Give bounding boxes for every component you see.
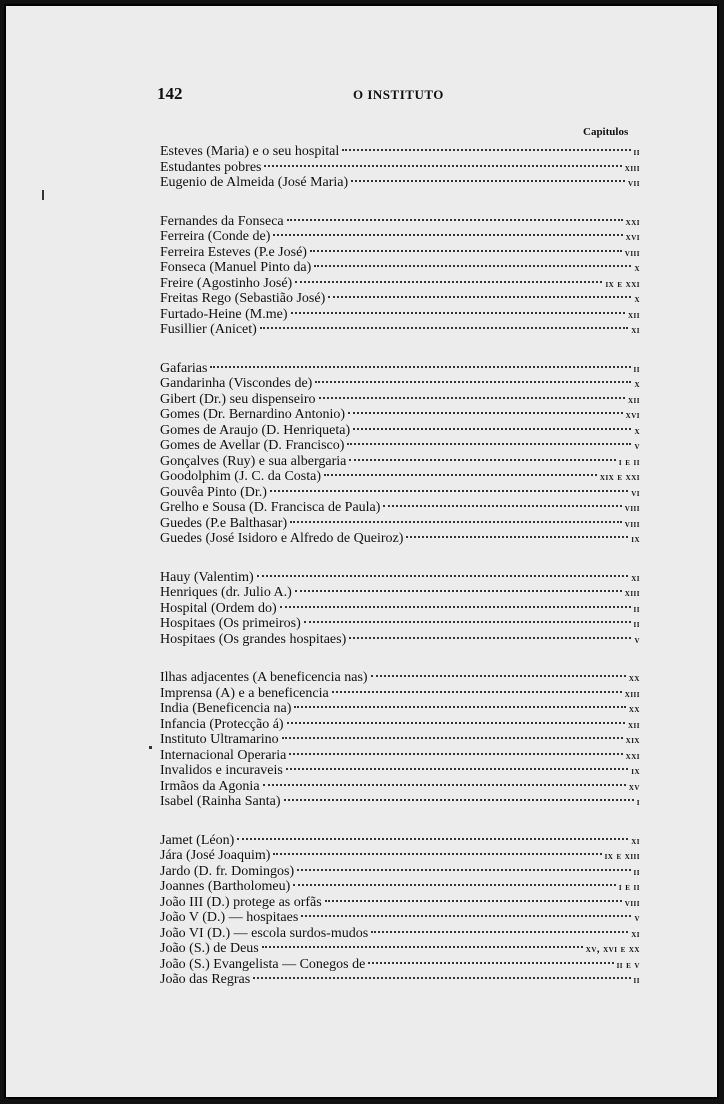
index-term: João das Regras [160, 972, 251, 987]
chapter-reference: v [634, 441, 640, 452]
chapter-reference: i e ii [618, 882, 640, 893]
dot-leader [287, 219, 623, 221]
dot-leader [348, 412, 623, 414]
chapter-reference: xi [631, 928, 640, 940]
dot-leader [262, 946, 583, 948]
dot-leader [314, 265, 631, 267]
dot-leader [347, 443, 631, 445]
index-term: Gouvêa Pinto (Dr.) [160, 484, 267, 500]
dot-leader [260, 327, 628, 329]
chapter-reference: v [634, 634, 640, 646]
dot-leader [349, 637, 631, 639]
index-letter-group [160, 670, 640, 810]
index-entry [160, 670, 640, 686]
dot-leader [319, 397, 625, 399]
dot-leader [293, 884, 616, 886]
dot-leader [353, 428, 631, 430]
chapter-reference: xxi [625, 750, 640, 762]
chapter-reference: vii [627, 178, 640, 189]
dot-leader [368, 962, 613, 964]
index-entry [160, 717, 640, 733]
dot-leader [325, 900, 622, 902]
chapter-reference: xi [631, 835, 640, 847]
index-letter-group [160, 570, 640, 648]
dot-leader [286, 768, 628, 770]
chapter-reference: x [634, 263, 640, 274]
index-term: Ferreira Esteves (P.e José) [160, 244, 307, 260]
chapter-reference: xix e xxi [599, 472, 640, 483]
index-entry [160, 291, 640, 307]
page-header [157, 84, 637, 106]
index-entry [160, 245, 640, 261]
dot-leader [295, 281, 602, 283]
dot-leader [371, 675, 626, 677]
index-term: Gonçalves (Ruy) e sua albergaria [160, 453, 347, 469]
chapter-reference: xii [627, 394, 640, 406]
index-term: Esteves (Maria) e o seu hospital [160, 144, 340, 159]
index-entry [160, 701, 640, 717]
index-term: Hospital (Ordem do) [160, 600, 277, 616]
dot-leader [342, 149, 630, 151]
index-term: Gandarinha (Viscondes de) [160, 376, 313, 391]
chapter-reference: ix e xxi [605, 278, 640, 290]
index-list [160, 144, 640, 1011]
running-head: O INSTITUTO [353, 87, 444, 102]
dot-leader [295, 590, 622, 592]
chapter-reference: ix e xiii [604, 851, 640, 862]
dot-leader [332, 691, 622, 693]
index-term: Ilhas adjacentes (A beneficencia nas) [160, 670, 368, 685]
index-term: Furtado-Heine (M.me) [160, 306, 288, 322]
chapter-reference: i [636, 797, 640, 808]
index-term: João (S.) Evangelista — Conegos de [160, 956, 366, 972]
dot-leader [310, 250, 622, 252]
index-entry [160, 864, 640, 880]
index-term: Hospitaes (Os grandes hospitaes) [160, 631, 347, 647]
chapter-reference: ii [633, 363, 640, 375]
dot-leader [304, 621, 631, 623]
index-term: João III (D.) protege as orfãs [160, 894, 322, 910]
dot-leader [349, 459, 616, 461]
index-entry [160, 160, 640, 176]
index-entry [160, 485, 640, 501]
index-term: João V (D.) — hospitaes [160, 910, 299, 925]
index-term: Internacional Operaria [160, 747, 287, 763]
index-entry [160, 392, 640, 408]
index-entry [160, 833, 640, 849]
chapter-reference: xxi [625, 216, 640, 228]
index-entry [160, 926, 640, 942]
chapter-reference: xv [628, 781, 640, 793]
chapter-reference: ii [633, 866, 640, 878]
index-term: Guedes (José Isidoro e Alfredo de Queiroz) [160, 531, 404, 546]
index-term: Gomes de Araujo (D. Henriqueta) [160, 422, 351, 438]
dot-leader [406, 536, 628, 538]
index-term: Eugenio de Almeida (José Maria) [160, 175, 349, 190]
index-term: Freire (Agostinho José) [160, 275, 293, 291]
index-term: Estudantes pobres [160, 159, 262, 175]
dot-leader [294, 706, 626, 708]
index-term: Jardo (D. fr. Domingos) [160, 863, 295, 879]
dot-leader [290, 521, 622, 523]
index-term: Irmãos da Agonia [160, 778, 260, 794]
chapter-reference: xx [628, 673, 640, 684]
index-term: Ferreira (Conde de) [160, 229, 271, 244]
index-entry [160, 454, 640, 470]
chapter-reference: xvi [625, 232, 640, 243]
chapter-reference: ix [631, 766, 640, 777]
page-number: 142 [157, 84, 183, 103]
index-entry [160, 686, 640, 702]
index-term: Fernandes da Fonseca [160, 213, 284, 229]
chapter-reference: xii [627, 309, 640, 321]
index-entry [160, 910, 640, 926]
index-term: Fusillier (Anicet) [160, 322, 257, 337]
index-entry [160, 307, 640, 323]
index-term: Guedes (P.e Balthasar) [160, 515, 288, 531]
index-letter-group [160, 361, 640, 547]
dot-leader [270, 490, 628, 492]
index-term: João (S.) de Deus [160, 941, 259, 956]
index-term: Instituto Ultramarino [160, 732, 279, 747]
chapter-reference: viii [624, 247, 640, 259]
margin-mark [149, 746, 152, 749]
index-entry [160, 972, 640, 988]
dot-leader [291, 312, 625, 314]
dot-leader [371, 931, 628, 933]
index-entry [160, 144, 640, 160]
index-entry [160, 895, 640, 911]
index-entry [160, 585, 640, 601]
dot-leader [297, 869, 630, 871]
index-entry [160, 570, 640, 586]
dot-leader [383, 505, 621, 507]
index-term: India (Beneficencia na) [160, 701, 292, 716]
index-term: Hospitaes (Os primeiros) [160, 616, 301, 631]
index-entry [160, 601, 640, 617]
chapter-reference: i e ii [618, 456, 640, 468]
index-term: Freitas Rego (Sebastião José) [160, 291, 326, 306]
dot-leader [237, 838, 628, 840]
index-term: Grelho e Sousa (D. Francisca de Paula) [160, 500, 381, 515]
chapter-reference: xix [625, 735, 640, 746]
dot-leader [351, 180, 625, 182]
chapter-reference: viii [624, 518, 640, 530]
index-term: Gibert (Dr.) seu dispenseiro [160, 391, 316, 407]
index-term: Henriques (dr. Julio A.) [160, 585, 292, 600]
index-entry [160, 361, 640, 377]
chapter-reference: viii [624, 503, 640, 514]
chapter-reference: x [634, 425, 640, 437]
chapter-reference: x [634, 379, 640, 390]
index-entry [160, 322, 640, 338]
index-entry [160, 500, 640, 516]
index-entry [160, 229, 640, 245]
index-term: Gafarias [160, 360, 208, 376]
dot-leader [257, 575, 629, 577]
chapter-reference: viii [624, 897, 640, 909]
chapter-reference: x [634, 294, 640, 305]
index-term: Jára (José Joaquim) [160, 848, 271, 863]
index-term: Hauy (Valentim) [160, 569, 254, 585]
chapter-reference: xiii [624, 688, 640, 700]
index-entry [160, 516, 640, 532]
dot-leader [289, 753, 622, 755]
dot-leader [210, 366, 630, 368]
index-entry [160, 616, 640, 632]
index-term: Invalidos e incuraveis [160, 763, 283, 778]
index-entry [160, 779, 640, 795]
dot-leader [284, 799, 634, 801]
chapter-reference: ii [633, 975, 640, 986]
index-entry [160, 438, 640, 454]
dot-leader [273, 234, 622, 236]
dot-leader [301, 915, 631, 917]
index-entry [160, 407, 640, 423]
dot-leader [280, 606, 631, 608]
index-entry [160, 260, 640, 276]
chapter-reference: ii e v [616, 959, 640, 971]
chapter-reference: ix [631, 534, 640, 545]
index-entry [160, 632, 640, 648]
index-entry [160, 848, 640, 864]
index-entry [160, 276, 640, 292]
index-entry [160, 732, 640, 748]
index-entry [160, 763, 640, 779]
index-entry [160, 531, 640, 547]
dot-leader [263, 784, 626, 786]
chapter-reference: ii [633, 147, 640, 158]
chapter-reference: xiii [624, 162, 640, 174]
index-term: Goodolphim (J. C. da Costa) [160, 469, 321, 484]
chapters-column-header: Capitulos [583, 126, 629, 138]
chapter-reference: xiii [624, 588, 640, 599]
dot-leader [282, 737, 623, 739]
dot-leader [287, 722, 625, 724]
index-entry [160, 469, 640, 485]
chapter-reference: v [634, 913, 640, 924]
index-entry [160, 879, 640, 895]
index-term: João VI (D.) — escola surdos-mudos [160, 925, 369, 941]
chapter-reference: xii [627, 719, 640, 731]
margin-mark [42, 190, 44, 200]
index-letter-group [160, 833, 640, 988]
dot-leader [264, 165, 621, 167]
index-term: Jamet (Léon) [160, 832, 235, 848]
chapter-reference: ii [633, 619, 640, 630]
index-term: Gomes de Avellar (D. Francisco) [160, 438, 345, 453]
index-entry [160, 957, 640, 973]
index-entry [160, 748, 640, 764]
index-letter-group [160, 214, 640, 338]
chapter-reference: vi [631, 487, 640, 499]
chapter-reference: ii [633, 603, 640, 615]
dot-leader [253, 977, 630, 979]
index-entry [160, 175, 640, 191]
chapter-reference: xvi [625, 410, 640, 421]
chapter-reference: xx [628, 704, 640, 715]
chapter-reference: xv, xvi e xx [585, 944, 640, 955]
dot-leader [324, 474, 597, 476]
index-entry [160, 214, 640, 230]
dot-leader [328, 296, 631, 298]
dot-leader [273, 853, 601, 855]
index-entry [160, 941, 640, 957]
index-entry [160, 794, 640, 810]
chapter-reference: xi [631, 572, 640, 584]
index-term: Imprensa (A) e a beneficencia [160, 685, 329, 701]
index-entry [160, 423, 640, 439]
index-term: Infancia (Protecção á) [160, 716, 284, 732]
index-letter-group [160, 144, 640, 191]
chapter-reference: xi [631, 325, 640, 336]
index-entry [160, 376, 640, 392]
index-term: Joannes (Bartholomeu) [160, 879, 291, 894]
dot-leader [315, 381, 631, 383]
index-term: Gomes (Dr. Bernardino Antonio) [160, 407, 346, 422]
index-term: Isabel (Rainha Santa) [160, 794, 281, 809]
index-term: Fonseca (Manuel Pinto da) [160, 260, 312, 275]
